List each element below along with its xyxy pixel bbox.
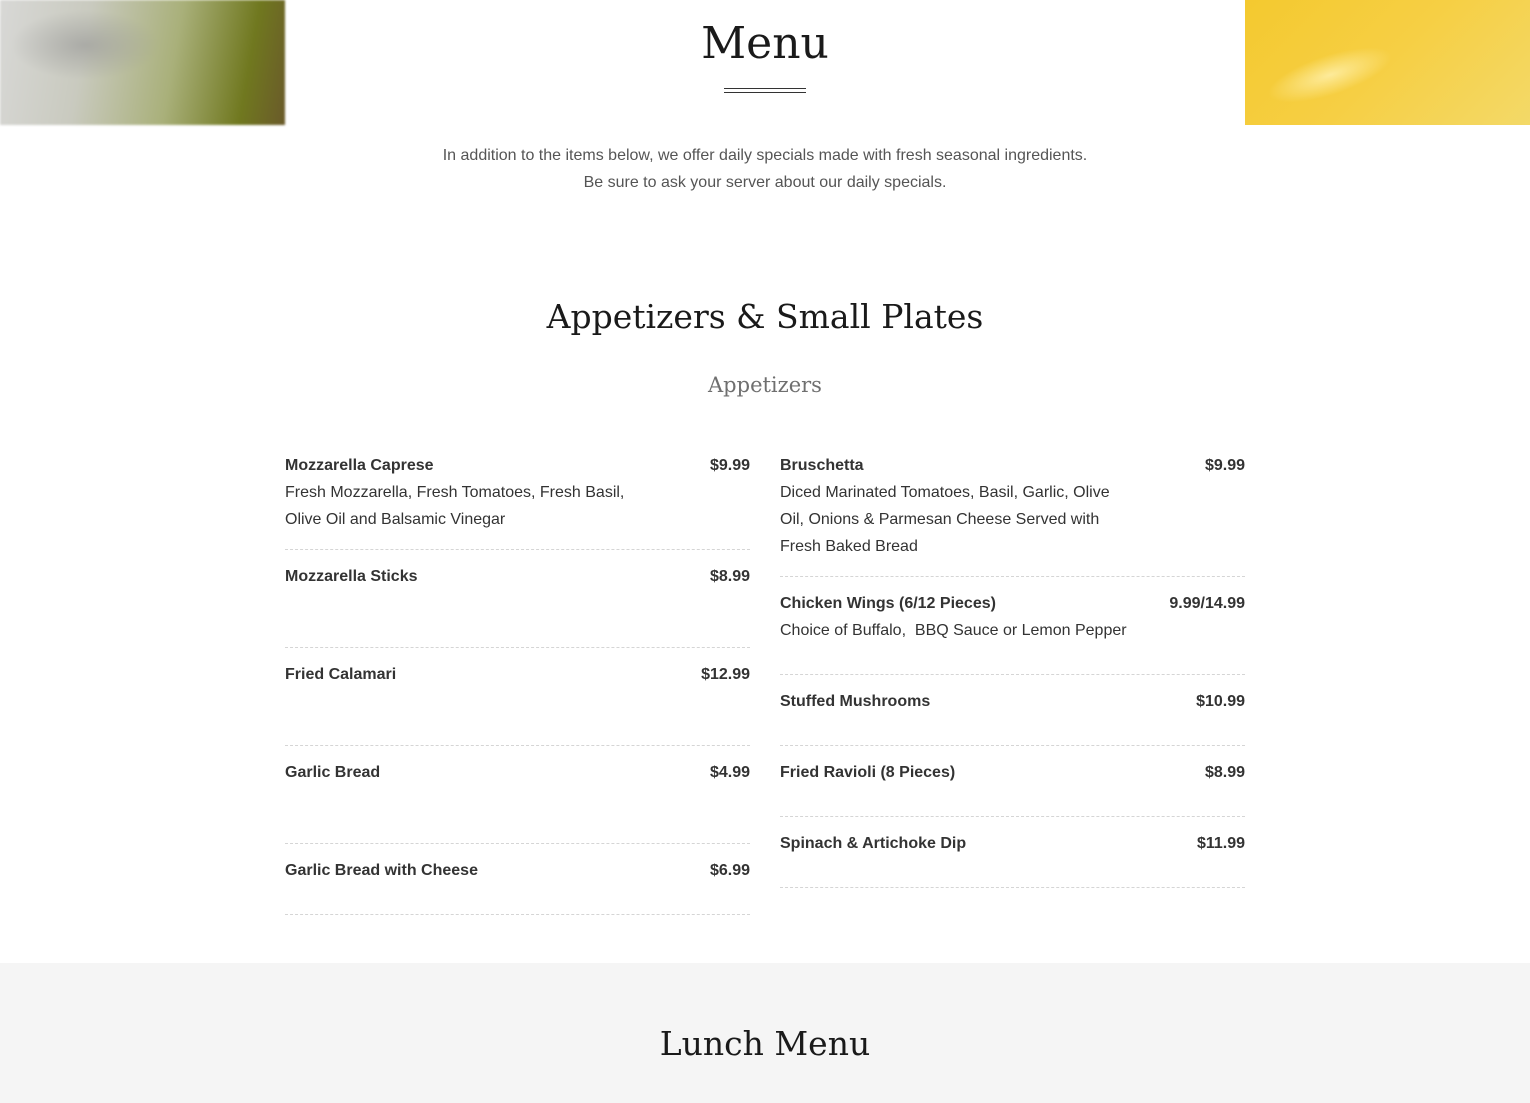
lunch-heading: Lunch Menu — [659, 1024, 871, 1063]
item-name: Mozzarella Caprese — [285, 457, 434, 474]
menu-item — [780, 759, 1245, 817]
menu-column-right — [780, 452, 1245, 901]
menu-item — [285, 857, 750, 915]
item-name: Garlic Bread with Cheese — [285, 862, 478, 879]
item-price: $6.99 — [709, 862, 750, 879]
item-name: Bruschetta — [780, 457, 864, 474]
section-heading: Appetizers & Small Plates — [546, 297, 984, 336]
item-price: $8.99 — [1204, 764, 1245, 781]
menu-column-left — [285, 452, 750, 928]
item-name: Garlic Bread — [285, 764, 381, 781]
title-divider — [724, 88, 806, 93]
menu-item — [285, 759, 750, 844]
item-price: $4.99 — [709, 764, 750, 781]
subsection-heading: Appetizers — [708, 373, 822, 397]
menu-item — [285, 452, 750, 550]
menu-item — [285, 563, 750, 648]
menu-item — [285, 661, 750, 746]
item-description: Fresh Mozzarella, Fresh Tomatoes, Fresh Basil, Olive Oil and Balsamic Vinegar — [285, 484, 625, 528]
item-price: $9.99 — [709, 457, 750, 474]
item-price: $8.99 — [709, 568, 750, 585]
item-price: $10.99 — [1196, 693, 1245, 710]
page-title: Menu — [701, 18, 829, 69]
item-name: Stuffed Mushrooms — [780, 693, 931, 710]
menu-item — [780, 830, 1245, 888]
item-price: 9.99/14.99 — [1169, 595, 1245, 612]
item-name: Fried Calamari — [285, 666, 397, 683]
item-price: $11.99 — [1196, 835, 1245, 852]
menu-item — [780, 688, 1245, 746]
intro-line-1: In addition to the items below, we offer daily specials made with fresh seasonal ingredients. — [442, 147, 1088, 164]
item-name: Mozzarella Sticks — [285, 568, 418, 585]
menu-item — [780, 452, 1245, 577]
intro-text — [0, 142, 1530, 196]
item-description: Choice of Buffalo, BBQ Sauce or Lemon Pepper — [780, 622, 1127, 639]
item-name: Spinach & Artichoke Dip — [780, 835, 967, 852]
item-price: $12.99 — [701, 666, 750, 683]
item-price: $9.99 — [1204, 457, 1245, 474]
item-name: Chicken Wings (6/12 Pieces) — [780, 595, 996, 612]
menu-item — [780, 590, 1245, 675]
item-description: Diced Marinated Tomatoes, Basil, Garlic, Olive Oil, Onions & Parmesan Cheese Served with Fresh Baked Bread — [780, 484, 1110, 555]
item-name: Fried Ravioli (8 Pieces) — [780, 764, 956, 781]
intro-line-2: Be sure to ask your server about our daily specials. — [583, 174, 947, 191]
